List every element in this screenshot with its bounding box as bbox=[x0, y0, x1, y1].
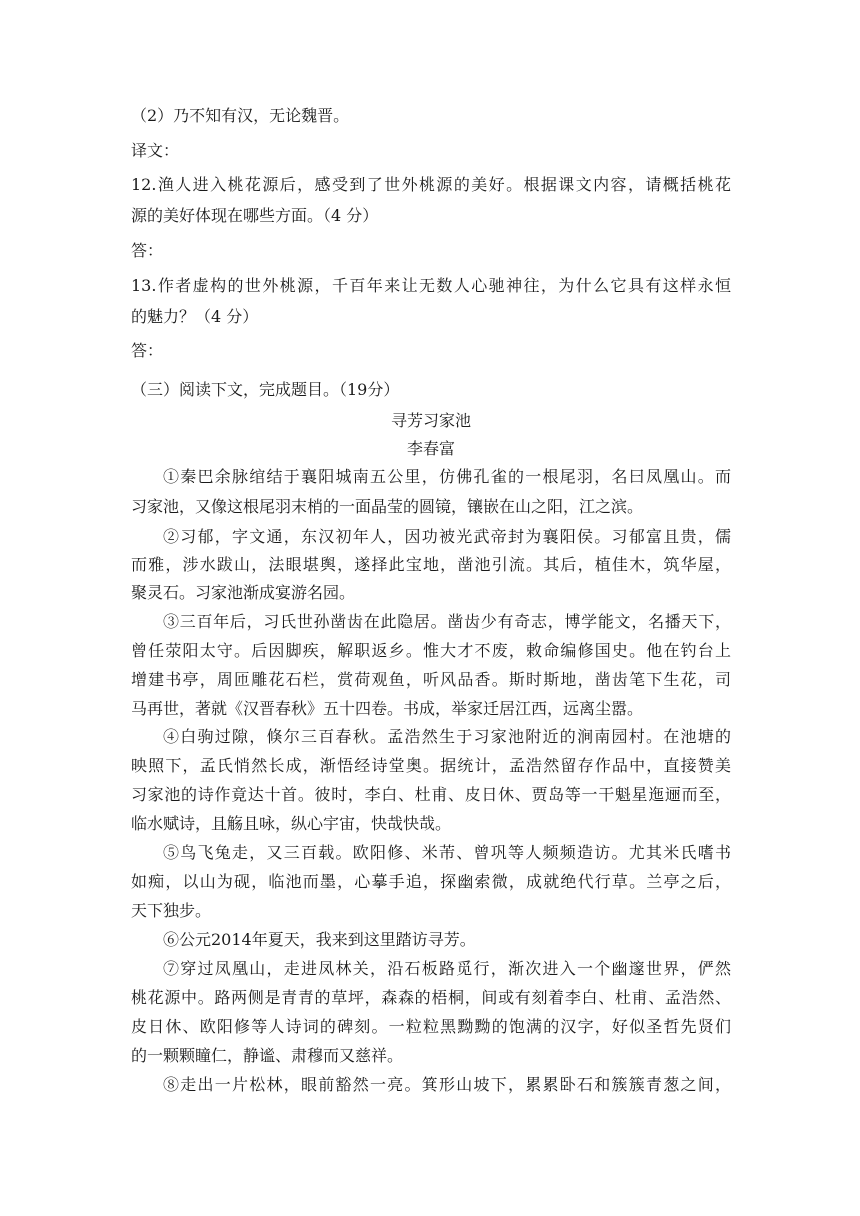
paragraph-6-line: ⑥公元2014年夏天，我来到这里踏访寻芳。 bbox=[163, 930, 476, 949]
paragraph-7-line: 皮日休、欧阳修等人诗词的碑刻。一粒粒黑黝黝的饱满的汉字，好似圣哲先贤们 bbox=[131, 1017, 731, 1036]
translation-label: 译文： bbox=[131, 141, 180, 160]
paragraph-1-line: ①秦巴余脉绾结于襄阳城南五公里，仿佛孔雀的一根尾羽，名曰凤凰山。而 bbox=[163, 467, 731, 486]
paragraph-5-line: 如痴，以山为砚，临池而墨，心摹手追，探幽索微，成就绝代行草。兰亭之后， bbox=[131, 872, 731, 891]
paragraph-5-line: 天下独步。 bbox=[131, 901, 212, 920]
paragraph-8-line: ⑧走出一片松林，眼前豁然一亮。箕形山坡下，累累卧石和簇簇青葱之间， bbox=[163, 1075, 731, 1094]
paragraph-2-line: ②习郁，字文通，东汉初年人，因功被光武帝封为襄阳侯。习郁富且贵，儒 bbox=[163, 527, 731, 546]
paragraph-4-line: 临水赋诗，且觞且咏，纵心宇宙，快哉快哉。 bbox=[131, 814, 452, 833]
question-12-line: 12.渔人进入桃花源后，感受到了世外桃源的美好。根据课文内容，请概括桃花 bbox=[131, 175, 731, 194]
question-13-line: 13.作者虚构的世外桃源，千百年来让无数人心驰神往，为什么它具有这样永恒 bbox=[131, 276, 731, 295]
article-title: 寻芳习家池 bbox=[390, 411, 471, 430]
answer-label: 答： bbox=[131, 341, 164, 360]
question-13-line: 的魅力？（4 分） bbox=[131, 307, 259, 326]
question-11-2: （2）乃不知有汉，无论魏晋。 bbox=[131, 106, 350, 125]
section-heading: （三）阅读下文，完成题目。（19分） bbox=[131, 380, 400, 399]
question-12-line: 源的美好体现在哪些方面。（4 分） bbox=[131, 206, 379, 225]
paragraph-3-line: ③三百年后，习氏世孙凿齿在此隐居。凿齿少有奇志，博学能文，名播天下， bbox=[163, 612, 731, 631]
paragraph-2-line: 而雅，涉水跋山，法眼堪舆，遂择此宝地，凿池引流。其后，植佳木，筑华屋， bbox=[131, 555, 731, 574]
paragraph-2-line: 聚灵石。习家池渐成宴游名园。 bbox=[131, 583, 356, 602]
paragraph-3-line: 马再世，著就《汉晋春秋》五十四卷。书成，举家迁居江西，远离尘嚣。 bbox=[131, 699, 644, 718]
paragraph-4-line: 习家池的诗作竟达十首。彼时，李白、杜甫、皮日休、贾岛等一干魁星迤逦而至， bbox=[131, 785, 731, 804]
answer-label: 答： bbox=[131, 241, 164, 260]
paragraph-4-line: ④白驹过隙，倏尔三百春秋。孟浩然生于习家池附近的涧南园村。在池塘的 bbox=[163, 727, 731, 746]
paragraph-7-line: 的一颗颗瞳仁，静谧、肃穆而又慈祥。 bbox=[131, 1046, 404, 1065]
article-author: 李春富 bbox=[406, 439, 455, 458]
paragraph-4-line: 映照下，孟氏悄然长成，渐悟经诗堂奥。据统计，孟浩然留存作品中，直接赞美 bbox=[131, 756, 731, 775]
paragraph-3-line: 曾任荥阳太守。后因脚疾，解职返乡。惟大才不废，敕命编修国史。他在钓台上 bbox=[131, 641, 731, 660]
paragraph-1-line: 习家池，又像这根尾羽末梢的一面晶莹的圆镜，镶嵌在山之阳，江之滨。 bbox=[131, 497, 644, 516]
paragraph-5-line: ⑤鸟飞兔走，又三百载。欧阳修、米芾、曾巩等人频频造访。尤其米氏嗜书 bbox=[163, 843, 731, 862]
paragraph-7-line: ⑦穿过凤凰山，走进凤林关，沿石板路觅行，渐次进入一个幽邃世界，俨然 bbox=[163, 959, 731, 978]
paragraph-3-line: 增建书亭，周匝雕花石栏，赏荷观鱼，听风品香。斯时斯地，凿齿笔下生花，司 bbox=[131, 670, 731, 689]
paragraph-7-line: 桃花源中。路两侧是青青的草坪，森森的梧桐，间或有刻着李白、杜甫、孟浩然、 bbox=[131, 988, 731, 1007]
